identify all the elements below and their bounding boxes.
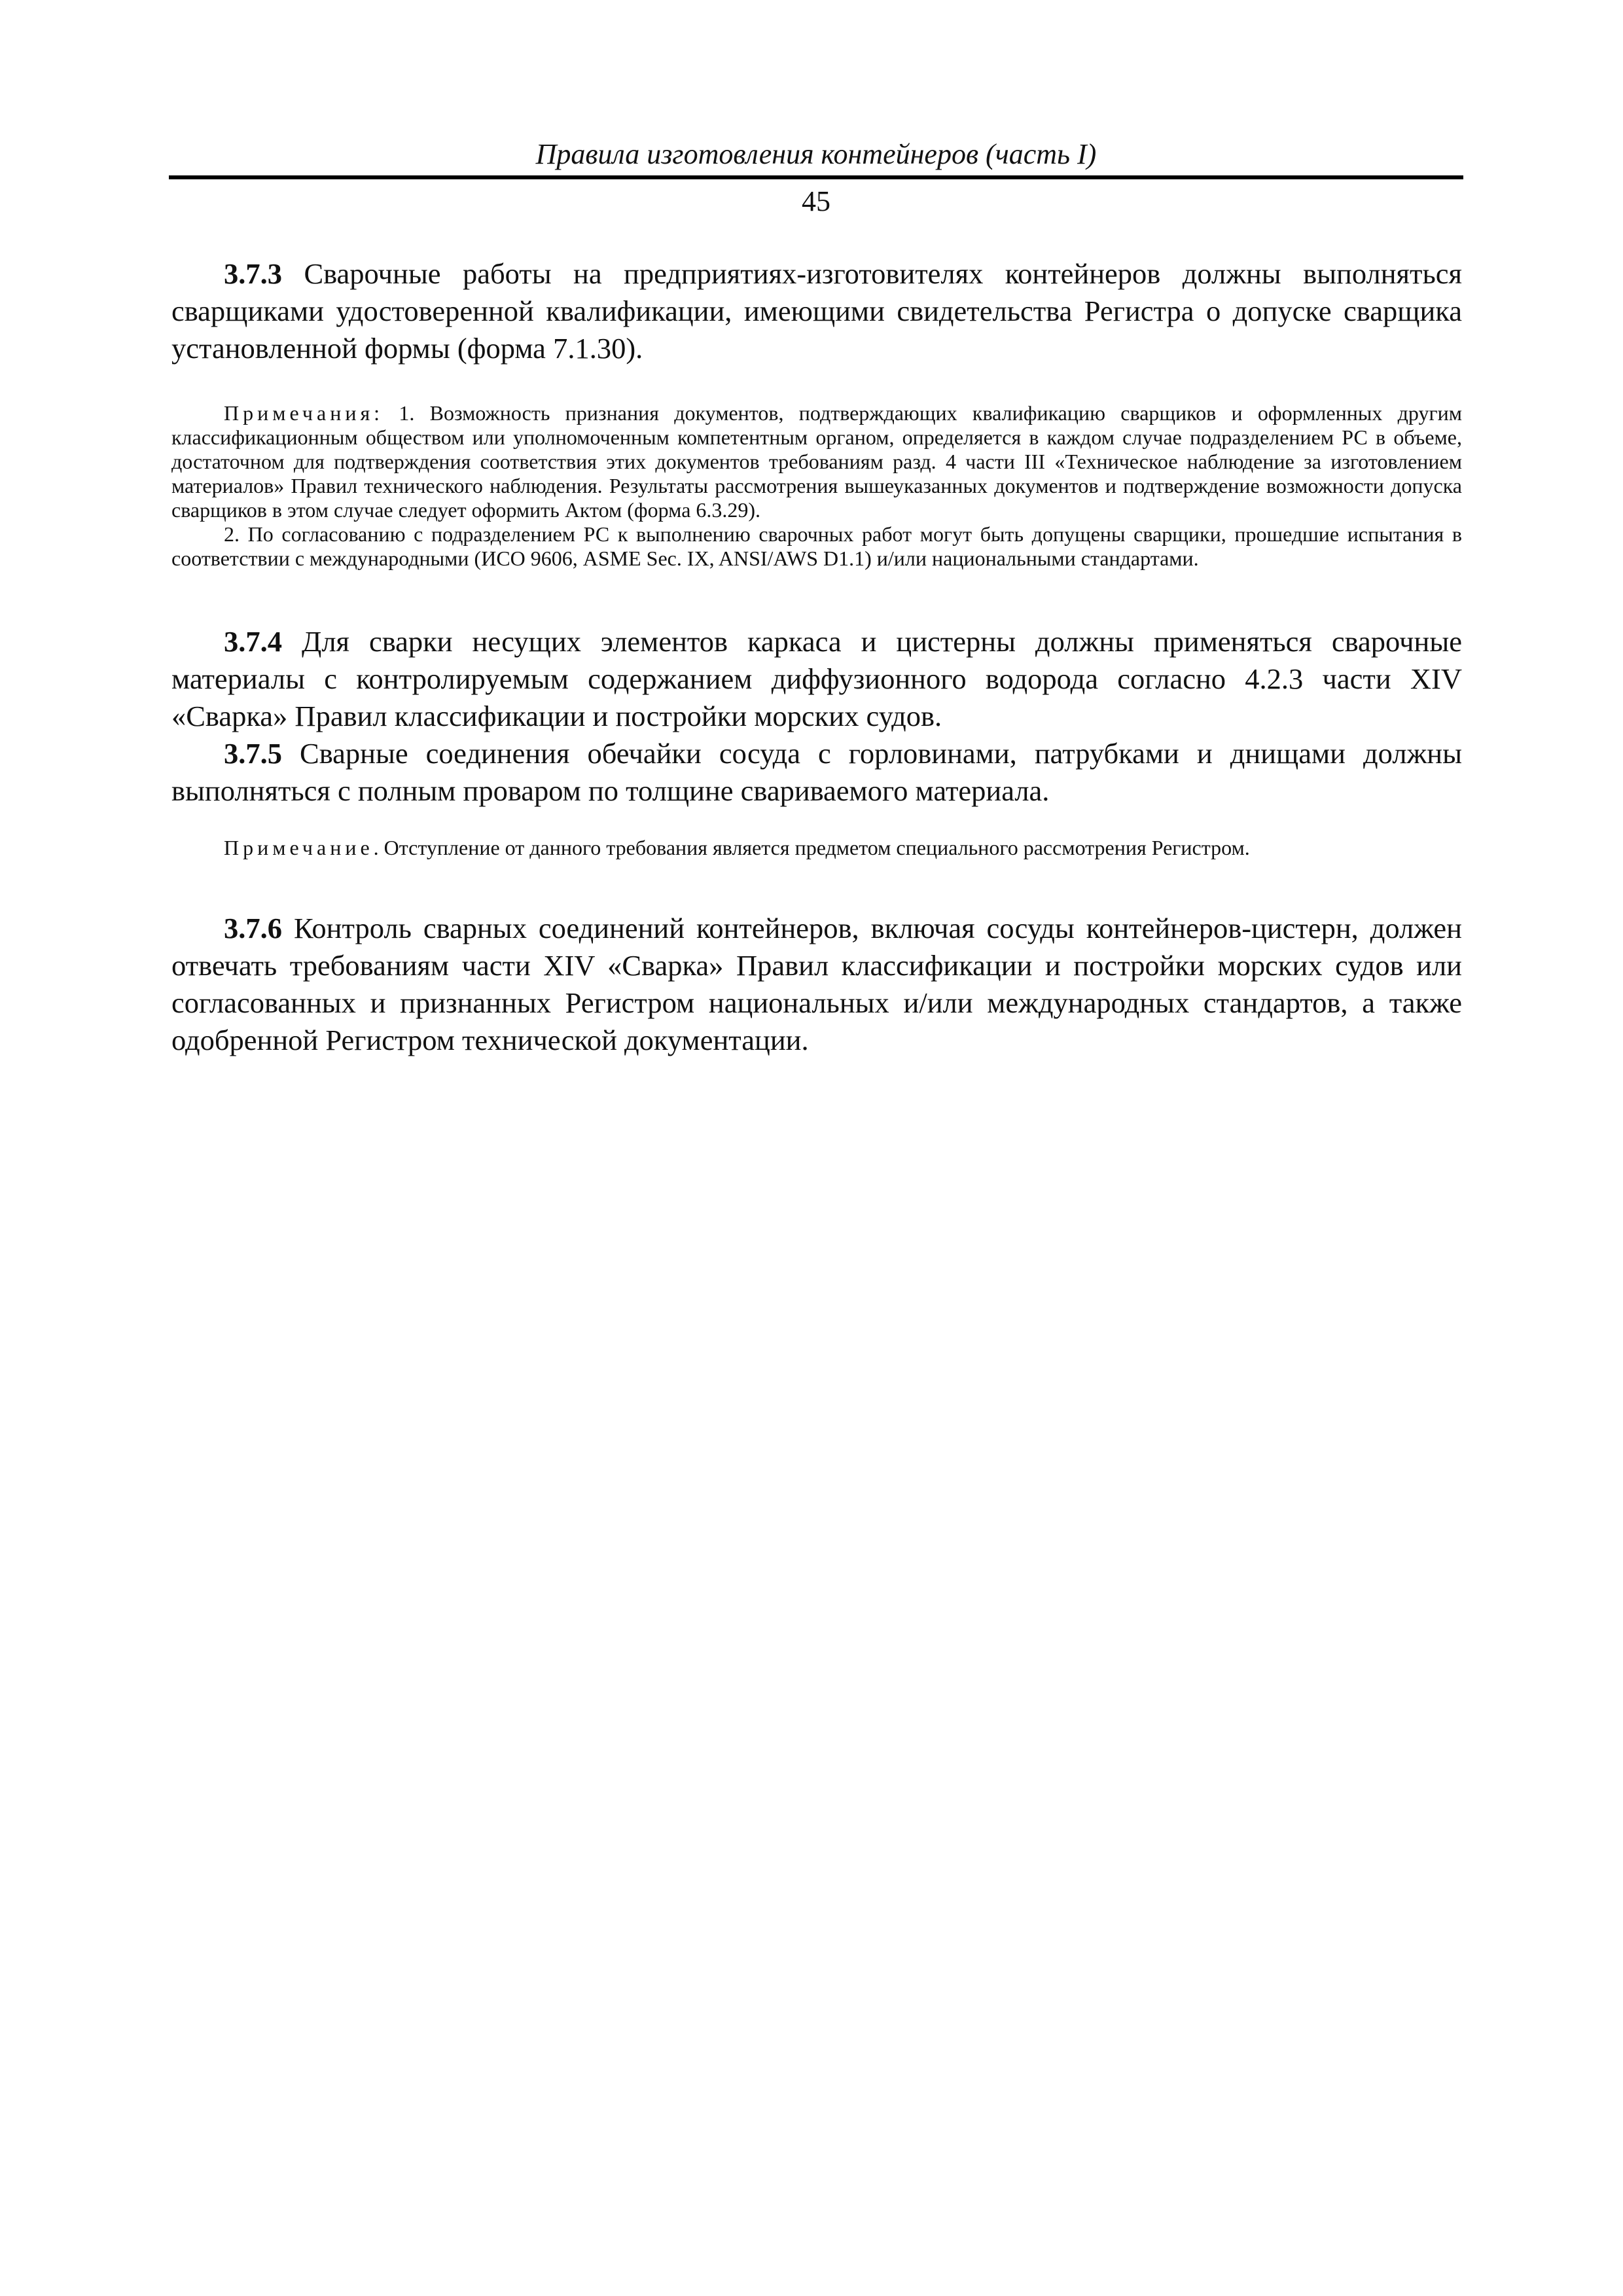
section-3-7-4 [171, 623, 1462, 735]
running-header-title: Правила изготовления контейнеров (часть I) [535, 138, 1097, 170]
note-3-7-3-item-2 [171, 522, 1462, 571]
spacer [171, 367, 1462, 401]
note-3-7-5 [171, 836, 1462, 860]
section-3-7-6 [171, 910, 1462, 1059]
note-text: . Отступление от данного требования является предметом специального рассмотрения Регистром. [373, 836, 1250, 859]
spacer [171, 810, 1462, 836]
section-number: 3.7.4 [224, 625, 282, 658]
section-text: Контроль сварных соединений контейнеров, включая сосуды контейнеров-цистерн, должен отвечать требованиям части XIV «Сварка» Правил классификации и постройки морских судов или согласованных и признанных Регистром национальных и/или международных стандартов, а также одобренной Регистром технической документации. [171, 912, 1462, 1056]
note-label: Примечания: [224, 401, 384, 425]
section-number: 3.7.5 [224, 737, 282, 770]
note-3-7-3-item-1 [171, 401, 1462, 522]
page-number: 45 [802, 185, 830, 217]
section-3-7-5 [171, 735, 1462, 810]
section-text: Сварочные работы на предприятиях-изготовителях контейнеров должны выполняться сварщиками удостоверенной квалификации, имеющими свидетельства Регистра о допуске сварщика установленной формы (форма 7.1.30). [171, 257, 1462, 365]
page-body [171, 255, 1462, 1059]
section-text: Сварные соединения обечайки сосуда с горловинами, патрубками и днищами должны выполняться с полным проваром по толщине свариваемого материала. [171, 737, 1462, 807]
section-text: Для сварки несущих элементов каркаса и цистерны должны применяться сварочные материалы с контролируемым содержанием диффузионного водорода согласно 4.2.3 части XIV «Сварка» Правил классификации и постройки морских судов. [171, 625, 1462, 732]
section-number: 3.7.3 [224, 257, 282, 290]
spacer [171, 571, 1462, 623]
note-label: Примечание [224, 836, 374, 859]
spacer [171, 860, 1462, 910]
header-divider [169, 175, 1463, 179]
section-number: 3.7.6 [224, 912, 282, 944]
note-text: 2. По согласованию с подразделением РС к выполнению сварочных работ могут быть допущены сварщики, прошедшие испытания в соответствии с международными (ИСО 9606, ASME Sec. IX, ANSI/AWS D1.1) и/или национальными стандартами. [171, 522, 1462, 570]
note-text: 1. Возможность признания документов, подтверждающих квалификацию сварщиков и оформленных другим классификационным обществом или уполномоченным компетентным органом, определяется в каждом случае подразделением РС в объеме, достаточном для подтверждения соответствия этих документов требованиям разд. 4 части III «Техническое наблюдение за изготовлением материалов» Правил технического наблюдения. Результаты рассмотрения вышеуказанных документов и подтверждение возможности допуска сварщиков в этом случае следует оформить Актом (форма 6.3.29). [171, 401, 1462, 522]
section-3-7-3 [171, 255, 1462, 367]
